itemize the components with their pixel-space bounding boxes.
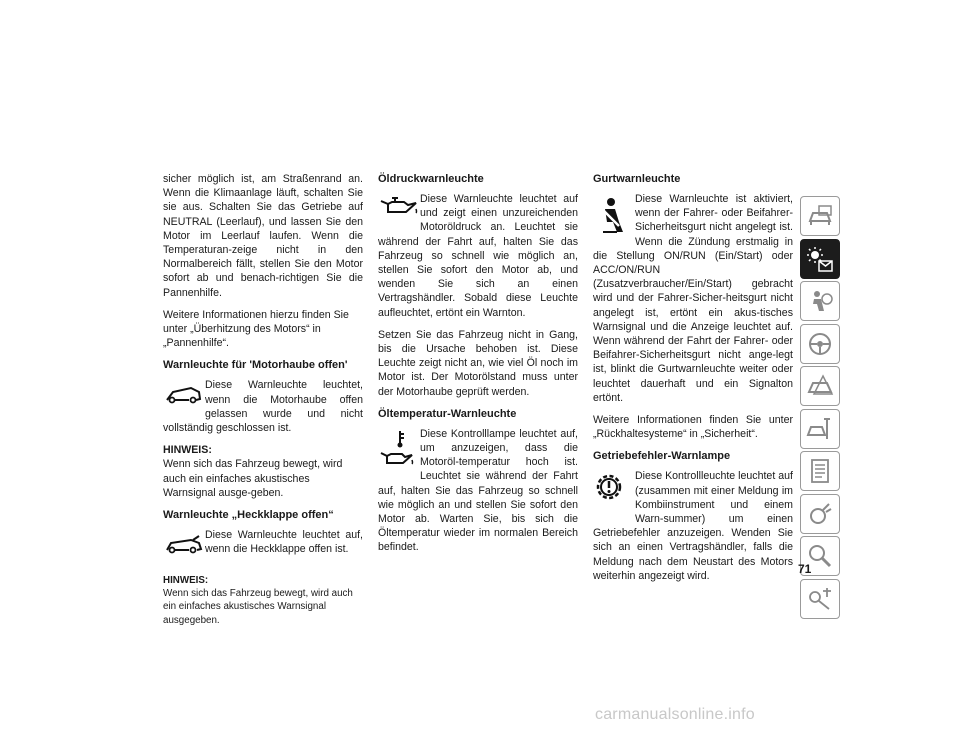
hood-open-heading: Warnleuchte für 'Motorhaube offen' — [163, 359, 348, 372]
transmission-gear-icon — [593, 469, 635, 515]
note-2-label: HINWEIS: — [163, 575, 209, 587]
page-number: 71 — [798, 562, 812, 576]
hood-open-text: Diese Warnleuchte leuchtet, wenn die Motorhaube offen gelassen wurde und nicht vollständig geschlossen ist. — [163, 379, 363, 435]
hatch-open-text: Diese Warnleuchte leuchtet auf, wenn die Heckklappe offen ist. — [205, 529, 363, 556]
transmission-block — [593, 469, 793, 583]
oil-temp-block — [378, 427, 578, 555]
chapter-tabs — [800, 196, 840, 621]
oil-pressure-block — [378, 192, 578, 320]
language-icon — [805, 585, 835, 613]
tab-language[interactable] — [800, 579, 840, 619]
column-1 — [163, 172, 363, 635]
tab-steering-wheel[interactable] — [800, 324, 840, 364]
more-info-paragraph: Weitere Informationen hierzu finden Sie unter „Überhitzung des Motors“ in „Pannenhilfe“. — [163, 308, 349, 350]
specs-icon — [805, 457, 835, 485]
seatbelt-block — [593, 192, 793, 405]
service-icon — [805, 415, 835, 443]
airbag-icon — [805, 287, 835, 315]
oil-temp-text: Diese Kontrolllampe leuchtet auf, um anzuzeigen, dass die Motoröl-temperatur hoch ist. Leuchtet sie während der Fahrt auf, halten Sie das Fahrzeug so schnell wie möglich an und stellen Sie sofort den Motor ab. Warten Sie, bis sich die Öltemperatur wieder im normalen Bereich befindet. — [378, 427, 578, 554]
oil-pressure-heading: Öldruckwarnleuchte — [378, 173, 484, 185]
tab-car-front[interactable] — [800, 196, 840, 236]
tab-airbag[interactable] — [800, 281, 840, 321]
seatbelt-heading: Gurtwarnleuchte — [593, 173, 681, 185]
oil-can-icon — [378, 192, 420, 222]
tab-media[interactable] — [800, 494, 840, 534]
breakdown-icon — [805, 372, 835, 400]
oil-temperature-icon — [378, 427, 420, 475]
hatch-open-heading: Warnleuchte „Heckklappe offen“ — [163, 509, 334, 522]
intro-paragraph: sicher möglich ist, am Straßenrand an. Wenn die Klimaanlage läuft, schalten Sie sie aus. Schalten Sie das Getriebe auf NEUTRAL (Leerlauf), und lassen Sie den Motor im Leerlauf laufen. Wenn die Temperaturan-zeige nicht in den Normalbereich fällt, stellen Sie den Motor sofort ab und benach-richtigen Sie die Pannenhilfe. — [163, 173, 363, 299]
transmission-text: Diese Kontrollleuchte leuchtet auf (zusammen mit einer Meldung im Kombiinstrument und einem Warn-summer) um einen Getriebefehler anzuzeigen. Wenden Sie sich an einen Vertragshändler, falls die Meldung nach dem Neustart des Motors weiterhin angezeigt wird. — [593, 470, 793, 582]
seatbelt-icon — [593, 192, 635, 248]
oil-pressure-text: Diese Warnleuchte leuchtet auf und zeigt einen unzureichenden Motoröldruck an. Leuchtet sie während der Fahrt auf, halten Sie das Fahrzeug so schnell wie möglich an, stellen Sie sofort den Motor ab, und wenden Sie sich an einen Vertragshändler. Sobald diese Leuchte aufleuchtet, ertönt ein Warnton. — [378, 193, 578, 319]
hood-open-block — [163, 378, 363, 435]
steering-wheel-icon — [805, 330, 835, 358]
note-1-text: Wenn sich das Fahrzeug bewegt, wird auch ein einfaches akustisches Warnsignal ausge-geben. — [163, 458, 343, 499]
column-2 — [378, 172, 578, 563]
tab-specs[interactable] — [800, 451, 840, 491]
car-front-icon — [805, 203, 835, 229]
hatch-open-block — [163, 528, 363, 570]
tab-warning-lights[interactable] — [800, 239, 840, 279]
tab-service[interactable] — [800, 409, 840, 449]
seatbelt-more-info: Weitere Informationen finden Sie unter „Rückhaltesysteme“ in „Sicherheit“. — [593, 414, 793, 441]
footer-watermark: carmanualsonline.info — [595, 706, 755, 723]
tab-breakdown[interactable] — [800, 366, 840, 406]
column-3 — [593, 172, 793, 591]
note-1-label: HINWEIS: — [163, 444, 212, 457]
note-2-text: Wenn sich das Fahrzeug bewegt, wird auch ein einfaches akustisches Warnsignal ausgegeben. — [163, 588, 353, 626]
oil-temp-heading: Öltemperatur-Warnleuchte — [378, 407, 517, 420]
seatbelt-text: Diese Warnleuchte ist aktiviert, wenn der Fahrer- oder Beifahrer-Sicherheitsgurt nicht angelegt ist. Wenn die Zündung erstmalig in die Stellung ON/RUN (Ein/Start) oder ACC/ON/RUN (Zusatzverbraucher/Ein/Start) gebracht wird und der Fahrer-Sicher-heitsgurt nicht angelegt ist, ertönt ein akus-tisches Warnsignal und die Anzeige leuchtet auf. Wenn während der Fahrt der Fahrer- oder Beifahrer-Sicherheitsgurt nicht ange-legt ist, blinkt die Gurtwarnleuchte weiter oder leuchtet dauerhaft und ein Signalton ertönt. — [593, 193, 793, 404]
transmission-heading: Getriebefehler-Warnlampe — [593, 450, 731, 463]
hatch-open-icon — [163, 528, 205, 568]
note-1 — [163, 443, 363, 500]
oil-pressure-text-2: Setzen Sie das Fahrzeug nicht in Gang, bis die Ursache behoben ist. Diese Leuchte zeigt nicht an, wie viel Öl noch im Motor ist. Der Motorölstand muss unter der Motorhaube geprüft werden. — [378, 328, 578, 398]
media-icon — [805, 500, 835, 528]
hood-open-icon — [163, 378, 205, 418]
note-2 — [163, 574, 363, 627]
warning-lights-icon — [805, 245, 835, 273]
